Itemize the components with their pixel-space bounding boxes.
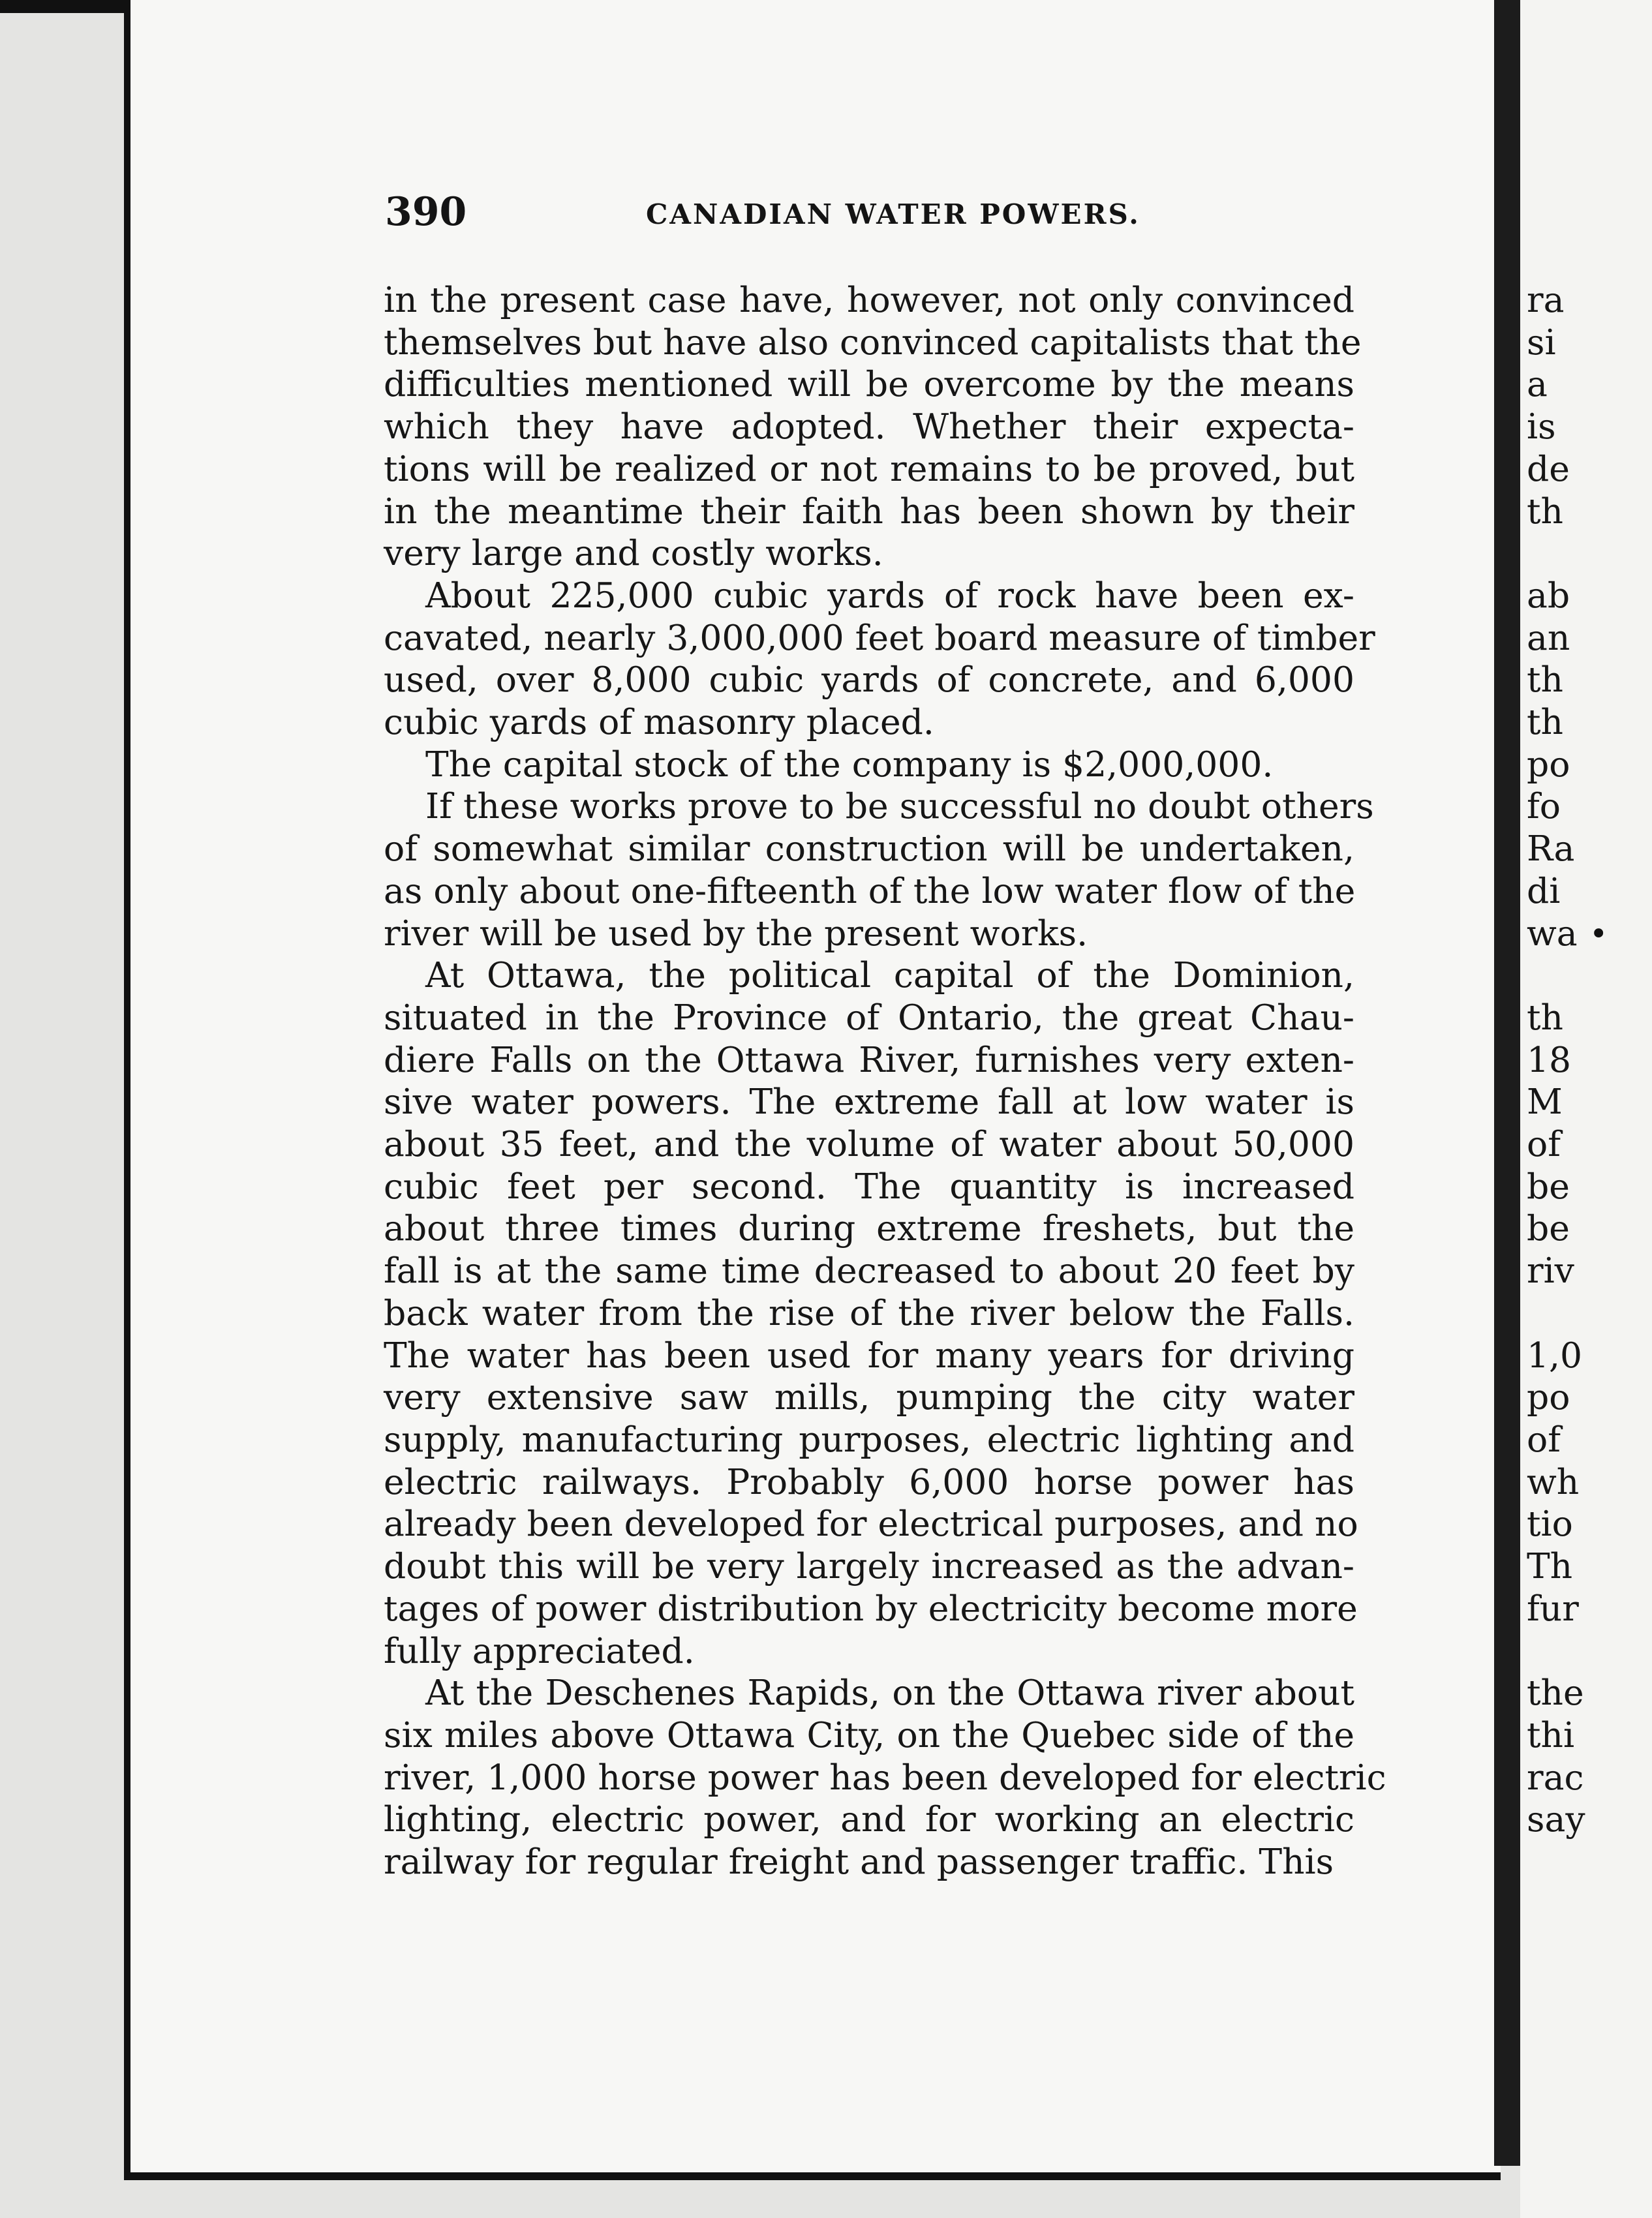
paragraph [384,279,1362,575]
text-line: difficulties mentioned will be overcome by the means [384,363,1354,405]
text-line: cubic yards of masonry placed. [384,701,934,743]
facing-text-fragment: si [1527,321,1556,363]
margin-dot: • [1589,916,1608,952]
facing-text-fragment: say [1527,1799,1585,1840]
paragraph [384,785,1374,954]
facing-text-fragment: Th [1527,1545,1573,1587]
text-line: At Ottawa, the political capital of the Dominion, [425,954,1354,996]
facing-text-fragment: is [1527,406,1556,448]
text-line: electric railways. Probably 6,000 horse power has [384,1461,1354,1502]
facing-text-fragment: th [1527,490,1563,532]
facing-text-fragment: wh [1527,1461,1580,1502]
text-line: already been developed for electrical purposes, and no [384,1503,1358,1545]
facing-text-fragment: riv [1527,1250,1574,1292]
facing-text-fragment: di [1527,870,1561,911]
text-line: The water has been used for many years for driving [384,1334,1354,1376]
facing-text-fragment: an [1527,616,1570,658]
text-line: doubt this will be very largely increased as the advan- [384,1545,1354,1587]
text-line: in the meantime their faith has been shown by their [384,490,1354,532]
text-line: river will be used by the present works. [384,912,1088,954]
line-gap [1527,1630,1644,1672]
text-line: If these works prove to be successful no doubt others [425,785,1374,827]
text-line: At the Deschenes Rapids, on the Ottawa river about [425,1672,1354,1714]
text-line: as only about one-fifteenth of the low water flow of the [384,870,1356,911]
text-line: which they have adopted. Whether their expecta- [384,406,1354,448]
facing-text-fragment: be [1527,1208,1570,1249]
facing-text-fragment: po [1527,743,1570,785]
text-line: The capital stock of the company is $2,000,000. [425,743,1274,785]
text-line: themselves but have also convinced capitalists that the [384,321,1362,363]
facing-text-fragment: fur [1527,1587,1579,1629]
line-gap [1527,954,1644,997]
facing-text-fragment: tio [1527,1503,1573,1545]
text-line: cubic feet per second. The quantity is increased [384,1165,1354,1207]
text-line: very large and costly works. [384,532,883,574]
facing-text-fragment: ra [1527,279,1565,320]
facing-text-fragment: ab [1527,574,1570,616]
facing-text-fragment: po [1527,1376,1570,1418]
text-line: tions will be realized or not remains to be proved, but [384,448,1354,489]
facing-text-fragment: fo [1527,785,1561,827]
body-text [384,279,1386,1883]
text-line: river, 1,000 horse power has been developed for electric [384,1756,1386,1798]
text-line: about 35 feet, and the volume of water about 50,000 [384,1123,1354,1165]
paragraph [384,574,1375,744]
text-line: sive water powers. The extreme fall at low water is [384,1081,1354,1123]
facing-text-fragment: a [1527,363,1548,405]
facing-text-fragment: M [1527,1081,1563,1123]
line-gap [1527,532,1644,575]
facing-text-fragment: 1,0 [1527,1334,1583,1376]
text-line: situated in the Province of Ontario, the great Chau- [384,996,1354,1038]
text-line: in the present case have, however, not only convinced [384,279,1354,320]
text-line: used, over 8,000 cubic yards of concrete, and 6,000 [384,659,1354,701]
facing-text-fragment: of [1527,1123,1561,1165]
facing-text-fragment: be [1527,1165,1570,1207]
book-gutter [1494,0,1520,2166]
facing-text-fragment: the [1527,1672,1584,1714]
text-line: About 225,000 cubic yards of rock have been ex- [425,574,1354,616]
paragraph [384,744,1354,786]
facing-text-fragment: Ra [1527,828,1575,870]
text-line: tages of power distribution by electricity become more [384,1587,1358,1629]
text-line: back water from the rise of the river below the Falls. [384,1292,1354,1333]
facing-text-fragment: thi [1527,1714,1575,1755]
text-line: fully appreciated. [384,1630,695,1671]
facing-text-fragment: rac [1527,1756,1584,1798]
facing-text-fragment: de [1527,448,1570,489]
facing-text-fragment: th [1527,996,1563,1038]
running-head: CANADIAN WATER POWERS. [646,198,1140,230]
text-line: diere Falls on the Ottawa River, furnishes very exten- [384,1039,1354,1080]
facing-text-fragment: 18 [1527,1039,1572,1080]
facing-text-fragment: th [1527,701,1563,743]
text-line: six miles above Ottawa City, on the Quebec side of the [384,1714,1354,1755]
text-line: supply, manufacturing purposes, electric lighting and [384,1418,1354,1460]
text-line: of somewhat similar construction will be undertaken, [384,828,1354,870]
page-number: 390 [385,189,467,235]
text-line: cavated, nearly 3,000,000 feet board measure of timber [384,616,1375,658]
text-line: lighting, electric power, and for working an electric [384,1799,1354,1840]
facing-text-fragment: of [1527,1418,1561,1460]
text-line: about three times during extreme freshets, but the [384,1208,1354,1249]
line-gap [1527,1292,1644,1335]
facing-text-fragment: wa [1527,912,1578,954]
text-line: fall is at the same time decreased to about 20 feet by [384,1250,1354,1292]
page-header [385,189,1364,241]
text-line: very extensive saw mills, pumping the city water [384,1376,1354,1418]
facing-page-text [1527,279,1644,1841]
paragraph [384,954,1358,1672]
facing-text-fragment: th [1527,659,1563,701]
text-line: railway for regular freight and passenger traffic. This [384,1841,1334,1883]
paragraph [384,1672,1386,1883]
